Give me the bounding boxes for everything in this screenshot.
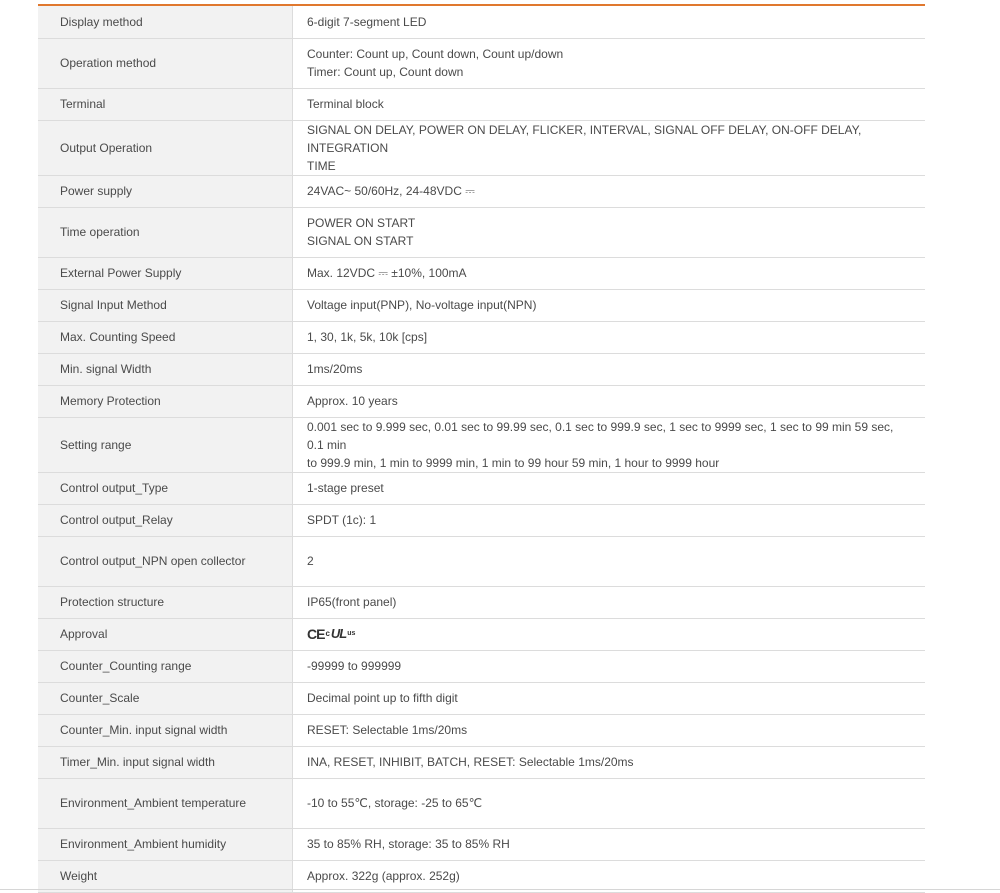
spec-label: External Power Supply — [38, 257, 293, 289]
spec-row — [38, 175, 925, 207]
spec-value-line: Approx. 10 years — [307, 394, 398, 408]
spec-value-lines — [307, 45, 911, 81]
spec-value — [293, 682, 926, 714]
spec-value — [293, 385, 926, 417]
spec-label: Control output_NPN open collector — [38, 536, 293, 586]
spec-label: Approval — [38, 618, 293, 650]
spec-row — [38, 828, 925, 860]
spec-value-lines — [307, 392, 911, 410]
spec-row — [38, 586, 925, 618]
spec-label: Counter_Scale — [38, 682, 293, 714]
spec-label: Counter_Counting range — [38, 650, 293, 682]
spec-value-line: -99999 to 999999 — [307, 659, 402, 673]
spec-label: Operation method — [38, 38, 293, 88]
spec-row — [38, 289, 925, 321]
spec-value-line: Max. 12VDC ⎓ ±10%, 100mA — [307, 266, 467, 280]
spec-value-line: 35 to 85% RH, storage: 35 to 85% RH — [307, 837, 510, 851]
spec-value-line: 2 — [307, 554, 314, 568]
spec-value — [293, 746, 926, 778]
page-bottom-divider — [0, 889, 1000, 890]
spec-row — [38, 650, 925, 682]
spec-label: Weight — [38, 860, 293, 892]
spec-value — [293, 6, 926, 38]
spec-value-line: RESET: Selectable 1ms/20ms — [307, 723, 468, 737]
spec-value-line: Timer: Count up, Count down — [307, 65, 464, 79]
spec-value-line: 24VAC~ 50/60Hz, 24-48VDC ⎓ — [307, 184, 475, 198]
spec-value-lines — [307, 721, 911, 739]
spec-label: Max. Counting Speed — [38, 321, 293, 353]
spec-label: Power supply — [38, 175, 293, 207]
spec-value — [293, 289, 926, 321]
spec-label: Environment_Ambient humidity — [38, 828, 293, 860]
spec-row — [38, 6, 925, 38]
spec-value — [293, 778, 926, 828]
spec-row — [38, 778, 925, 828]
spec-value-lines — [307, 479, 911, 497]
spec-value-lines — [307, 552, 911, 570]
spec-value-lines — [307, 214, 911, 250]
spec-label: Signal Input Method — [38, 289, 293, 321]
spec-label: Output Operation — [38, 120, 293, 175]
spec-table — [38, 6, 925, 893]
spec-value-line: POWER ON START — [307, 216, 416, 230]
spec-value-line: Terminal block — [307, 97, 384, 111]
spec-row — [38, 120, 925, 175]
c-mark-icon: c — [325, 629, 330, 639]
spec-value-line: SIGNAL ON START — [307, 234, 414, 248]
spec-value-line: to 999.9 min, 1 min to 9999 min, 1 min to 99 hour 59 min, 1 hour to 9999 hour — [307, 455, 720, 470]
spec-table-body — [38, 6, 925, 892]
spec-row — [38, 417, 925, 472]
spec-value — [293, 38, 926, 88]
spec-label: Setting range — [38, 417, 293, 472]
spec-value-lines — [307, 328, 911, 346]
spec-value — [293, 828, 926, 860]
spec-value-line: SIGNAL ON DELAY, POWER ON DELAY, FLICKER, INTERVAL, SIGNAL OFF DELAY, ON-OFF DELAY, INTEGRATION — [307, 122, 862, 155]
spec-value-line: Voltage input(PNP), No-voltage input(NPN) — [307, 298, 537, 312]
spec-value — [293, 586, 926, 618]
ce-mark-icon: CE — [307, 626, 325, 643]
spec-value-line: SPDT (1c): 1 — [307, 513, 377, 527]
spec-row — [38, 207, 925, 257]
us-mark-icon: us — [347, 630, 356, 638]
spec-value — [293, 714, 926, 746]
spec-value — [293, 175, 926, 207]
spec-label: Counter_Min. input signal width — [38, 714, 293, 746]
certification-marks-icon — [307, 625, 355, 643]
spec-value-lines — [307, 593, 911, 611]
spec-row — [38, 353, 925, 385]
spec-value — [293, 88, 926, 120]
spec-value — [293, 650, 926, 682]
spec-value-line: 1ms/20ms — [307, 362, 363, 376]
spec-label: Time operation — [38, 207, 293, 257]
spec-value-lines — [307, 264, 911, 282]
spec-value-line: Approx. 322g (approx. 252g) — [307, 869, 460, 883]
spec-value-line: 1-stage preset — [307, 481, 384, 495]
spec-label: Memory Protection — [38, 385, 293, 417]
spec-value-lines — [307, 753, 911, 771]
spec-value — [293, 472, 926, 504]
spec-value-lines — [307, 418, 911, 472]
spec-row — [38, 682, 925, 714]
spec-row — [38, 472, 925, 504]
spec-value-lines — [307, 835, 911, 853]
spec-value — [293, 120, 926, 175]
spec-value — [293, 536, 926, 586]
spec-value-line: 0.001 sec to 9.999 sec, 0.01 sec to 99.99 sec, 0.1 sec to 999.9 sec, 1 sec to 9999 sec, 1 sec to 99 min 59 sec, 0.1 min — [307, 419, 894, 452]
spec-value-line: Decimal point up to fifth digit — [307, 691, 458, 705]
spec-value-lines — [307, 657, 911, 675]
spec-value-lines — [307, 867, 911, 885]
spec-label: Display method — [38, 6, 293, 38]
spec-value — [293, 504, 926, 536]
spec-label: Environment_Ambient temperature — [38, 778, 293, 828]
spec-value-lines — [307, 511, 911, 529]
spec-value — [293, 321, 926, 353]
spec-value-line: INA, RESET, INHIBIT, BATCH, RESET: Selectable 1ms/20ms — [307, 755, 634, 769]
spec-row — [38, 536, 925, 586]
spec-value-lines — [307, 296, 911, 314]
spec-value-lines — [307, 182, 911, 200]
spec-value — [293, 618, 926, 650]
spec-value — [293, 257, 926, 289]
spec-value — [293, 860, 926, 892]
spec-row — [38, 38, 925, 88]
spec-value-line: IP65(front panel) — [307, 595, 397, 609]
spec-row — [38, 321, 925, 353]
spec-value-line: -10 to 55℃, storage: -25 to 65℃ — [307, 796, 483, 810]
spec-value-lines — [307, 13, 911, 31]
spec-row — [38, 257, 925, 289]
spec-value-lines — [307, 121, 911, 175]
spec-value — [293, 353, 926, 385]
spec-row — [38, 860, 925, 892]
spec-value — [293, 417, 926, 472]
spec-label: Terminal — [38, 88, 293, 120]
spec-label: Min. signal Width — [38, 353, 293, 385]
spec-label: Control output_Relay — [38, 504, 293, 536]
spec-value-line: 6-digit 7-segment LED — [307, 14, 427, 29]
spec-row — [38, 88, 925, 120]
spec-label: Timer_Min. input signal width — [38, 746, 293, 778]
spec-row — [38, 714, 925, 746]
spec-row — [38, 385, 925, 417]
spec-row — [38, 618, 925, 650]
spec-value-line: 1, 30, 1k, 5k, 10k [cps] — [307, 330, 428, 344]
spec-label: Protection structure — [38, 586, 293, 618]
spec-row — [38, 746, 925, 778]
spec-value-lines — [307, 360, 911, 378]
spec-value-line: Counter: Count up, Count down, Count up/down — [307, 47, 564, 61]
spec-value-lines — [307, 794, 911, 812]
spec-value — [293, 207, 926, 257]
ul-mark-icon: UL — [330, 626, 347, 642]
spec-row — [38, 504, 925, 536]
spec-label: Control output_Type — [38, 472, 293, 504]
spec-value-lines — [307, 689, 911, 707]
spec-value-lines — [307, 95, 911, 113]
spec-table-container — [38, 4, 925, 893]
spec-value-line: TIME — [307, 158, 336, 173]
